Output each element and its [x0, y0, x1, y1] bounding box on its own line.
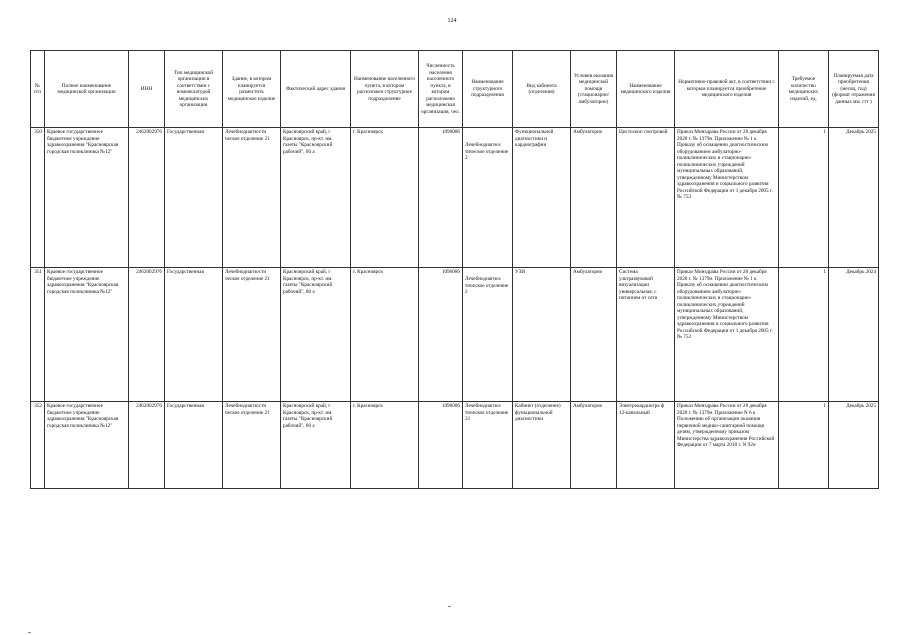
cell-act: Приказ Минздрава России от 28 декабря 2020 г. № 1379н. Приложение № 1 к Приказу об оснащении диагностическим оборудованием амбулаторно-поликлинических и стационарно-поликлинических учреждений муниципальных образований, утвержденному Министерством здравоохранения и социального развития Российской Федерации от 1 декабря 2005 г. № 753 [675, 128, 779, 268]
cell-conditions: Амбулаторно [571, 402, 617, 489]
cell-locality: г. Красноярск [351, 128, 419, 268]
cell-qty: 1 [779, 268, 829, 402]
cell-address: Красноярский край, г Красноярск, пр-кт. им. газеты "Красноярский рабочий", 80 а [281, 128, 351, 268]
cell-conditions: Амбулаторно [571, 268, 617, 402]
table-row [31, 268, 879, 402]
cell-date: Декабрь 2024 [829, 268, 879, 402]
header-cell-cabinet: Вид кабинета (отделения) [513, 51, 571, 128]
header-cell-date: Планируемая дата приобретения (месяц, год) (формат отражения данных мм. ггг ) [829, 51, 879, 128]
cell-date: Декабрь 2025 [829, 402, 879, 489]
cell-building: Лечебнодиагности ческое отделение 21 [223, 402, 281, 489]
cell-address: Красноярский край, г Красноярск, пр-кт. им. газеты "Красноярский рабочий", 80 а [281, 268, 351, 402]
header-cell-unit: Наименование структурного подразделения [463, 51, 513, 128]
cell-population: 1096086 [419, 402, 463, 489]
cell-qty: 1 [779, 128, 829, 268]
table-row [31, 128, 879, 268]
header-cell-qty: Требуемое количество медицинских изделий, ед. [779, 51, 829, 128]
cell-inn: 2462002976 [129, 268, 165, 402]
cell-act: Приказ Минздрава России от 28 декабря 2020 г. № 1379н. Приложение № 1 к Приказу об оснащении диагностическим оборудованием амбулаторно-поликлинических и стационарно-поликлинических учреждений муниципальных образований, утвержденному Министерством здравоохранения и социального развития Российской Федерации от 1 декабря 2005 г. № 753 [675, 268, 779, 402]
cell-device: Цистоскоп смотровой [617, 128, 675, 268]
cell-conditions: Амбулаторно [571, 128, 617, 268]
cell-inn: 2462002976 [129, 402, 165, 489]
cell-unit: Лечебнодиагнос тическое отделение 21 [463, 402, 513, 489]
cell-inn: 2462002976 [129, 128, 165, 268]
cell-device: Электрокардиогра ф 12-канальный [617, 402, 675, 489]
equipment-table [30, 50, 879, 489]
cell-cabinet: Кабинет (отделение) функциональной диагностики [513, 402, 571, 489]
cell-population: 1096086 [419, 268, 463, 402]
cell-building: Лечебнодиагности ческое отделение 21 [223, 268, 281, 402]
header-cell-locality: Наименование населенного пункта, в котором расположен структурное подразделение [351, 51, 419, 128]
header-cell-conditions: Условия оказания медицинской помощи (стационарно/ амбулаторно) [571, 51, 617, 128]
cell-num: 352 [31, 402, 45, 489]
cell-type: Государственная [165, 128, 223, 268]
header-cell-org: Полное наименование медицинской организации [45, 51, 129, 128]
cell-act: Приказ Минздрава России от 28 декабря 2020 г. № 1379н. Приложение N 6 к Положению об организации оказания первичной медико-санитарной помощи детям, утвержденному приказом Министерства здравоохранения Российской Федерации от 7 марта 2018 г. N 92н [675, 402, 779, 489]
cell-locality: г. Красноярск [351, 268, 419, 402]
header-cell-num: № п/п [31, 51, 45, 128]
cell-cabinet: Функциональной диагностики и кардиографии [513, 128, 571, 268]
cell-population: 1096086 [419, 128, 463, 268]
cell-org: Краевое государственное бюджетное учреждение здравоохранения "Красноярская городская поликлиника №12" [45, 402, 129, 489]
cell-address: Красноярский край, г Красноярск, пр-кт. им. газеты "Красноярский рабочий", 80 а [281, 402, 351, 489]
cell-locality: г. Красноярск [351, 402, 419, 489]
cell-org: Краевое государственное бюджетное учреждение здравоохранения "Красноярская городская поликлиника №12" [45, 128, 129, 268]
header-cell-address: Фактический адрес здания [281, 51, 351, 128]
cell-org: Краевое государственное бюджетное учреждение здравоохранения "Красноярская городская поликлиника №12" [45, 268, 129, 402]
cell-num: 350 [31, 128, 45, 268]
cell-qty: 1 [779, 402, 829, 489]
scan-mark [28, 632, 31, 633]
header-cell-type: Тип медицинской организации в соответствии с номенклатурой медицинских организации [165, 51, 223, 128]
cell-unit: Лечебнодиагнос тическое отделение 2 [463, 128, 513, 268]
header-cell-inn: ИНН [129, 51, 165, 128]
cell-building: Лечебнодиагности ческое отделение 21 [223, 128, 281, 268]
cell-cabinet: УЗИ [513, 268, 571, 402]
table-row [31, 402, 879, 489]
cell-date: Декабрь 2025 [829, 128, 879, 268]
header-cell-device: Наименование медицинского изделия [617, 51, 675, 128]
page-number: 124 [447, 18, 457, 24]
cell-unit: Лечебнодиагнос тическое отделение 2 [463, 268, 513, 402]
cell-type: Государственная [165, 402, 223, 489]
header-cell-building: Здание, в котором планируется разместить медицинское изделие [223, 51, 281, 128]
scan-mark [448, 606, 451, 607]
header-row [31, 51, 879, 128]
cell-type: Государственная [165, 268, 223, 402]
header-cell-act: Нормативно-правовой акт, в соответствии с которым планируется приобретение медицинского изделия [675, 51, 779, 128]
cell-device: Система ультразвуковой визуализации универсальная, с питанием от сети [617, 268, 675, 402]
header-cell-population: Численность населения населенного пункта, в котором расположена медицинская организация, чел. [419, 51, 463, 128]
cell-num: 351 [31, 268, 45, 402]
